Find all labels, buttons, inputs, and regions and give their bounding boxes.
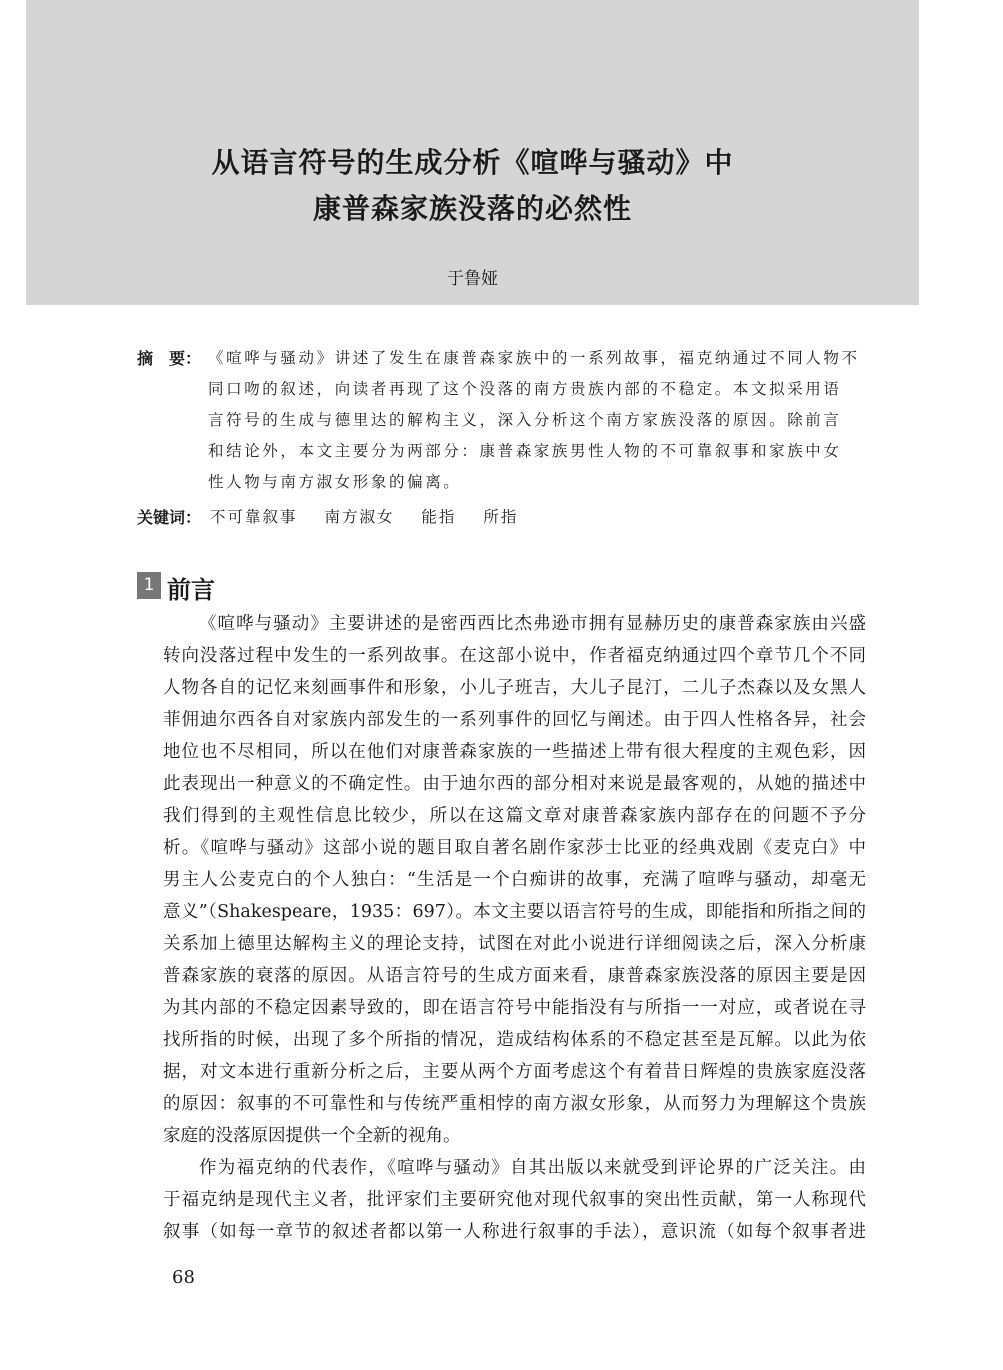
abstract-label: 摘 要：	[137, 349, 202, 368]
keywords-label: 关键词：	[137, 508, 202, 527]
keyword: 能指	[421, 508, 457, 526]
body-line: 于福克纳是现代主义者，批评家们主要研究他对现代叙事的突出性贡献，第一人称现代	[163, 1190, 866, 1210]
body-line: 找所指的时候，出现了多个所指的情况，造成结构体系的不稳定甚至是瓦解。以此为依	[163, 1030, 866, 1050]
body-line: 作为福克纳的代表作，《喧哗与骚动》自其出版以来就受到评论界的广泛关注。由	[199, 1158, 866, 1178]
abstract-line: 和结论外，本文主要分为两部分：康普森家族男性人物的不可靠叙事和家族中女	[208, 442, 842, 460]
body-line: 菲佣迪尔西各自对家族内部发生的一系列事件的回忆与阐述。由于四人性格各异，社会	[163, 710, 866, 730]
body-line: 我们得到的主观性信息比较少，所以在这篇文章对康普森家族内部存在的问题不予分	[163, 806, 866, 826]
body-line: 男主人公麦克白的个人独白：“生活是一个白痴讲的故事，充满了喧哗与骚动，却毫无	[163, 870, 866, 890]
body-line: 人物各自的记忆来刻画事件和形象，小儿子班吉，大儿子昆汀，二儿子杰森以及女黑人	[163, 678, 866, 698]
author-name: 于鲁娅	[447, 269, 498, 289]
abstract-line: 性人物与南方淑女形象的偏离。	[208, 473, 462, 491]
abstract-line: 《喧哗与骚动》讲述了发生在康普森家族中的一系列故事，福克纳通过不同人物不	[208, 349, 860, 367]
title-banner	[26, 0, 919, 305]
body-line: 家庭的没落原因提供一个全新的视角。	[163, 1126, 461, 1146]
keyword: 所指	[483, 508, 519, 526]
keyword: 南方淑女	[324, 508, 395, 526]
body-line: 关系加上德里达解构主义的理论支持，试图在对此小说进行详细阅读之后，深入分析康	[163, 934, 866, 954]
article-title-line2: 康普森家族没落的必然性	[312, 192, 632, 225]
body-line: 转向没落过程中发生的一系列故事。在这部小说中，作者福克纳通过四个章节几个不同	[163, 646, 866, 666]
body-line: 据，对文本进行重新分析之后，主要从两个方面考虑这个有着昔日辉煌的贵族家庭没落	[163, 1062, 866, 1082]
body-line: 的原因：叙事的不可靠性和与传统严重相悖的南方淑女形象，从而努力为理解这个贵族	[163, 1094, 866, 1114]
section-number-badge: 1	[137, 572, 161, 599]
body-line: 意义”（Shakespeare，1935：697）。本文主要以语言符号的生成，即能指和所指之间的	[163, 902, 866, 922]
section-heading: 前言	[167, 576, 215, 604]
body-line: 析。《喧哗与骚动》这部小说的题目取自著名剧作家莎士比亚的经典戏剧《麦克白》中	[163, 838, 866, 858]
keyword: 不可靠叙事	[210, 508, 298, 526]
keywords-list	[210, 505, 538, 527]
body-line: 叙事（如每一章节的叙述者都以第一人称进行叙事的手法），意识流（如每个叙事者进	[163, 1222, 866, 1242]
body-line: 地位也不尽相同，所以在他们对康普森家族的一些描述上带有很大程度的主观色彩，因	[163, 742, 866, 762]
abstract-line: 同口吻的叙述，向读者再现了这个没落的南方贵族内部的不稳定。本文拟采用语	[208, 380, 842, 398]
abstract-line: 言符号的生成与德里达的解构主义，深入分析这个南方家族没落的原因。除前言	[208, 411, 842, 429]
body-line: 《喧哗与骚动》主要讲述的是密西西比杰弗逊市拥有显赫历史的康普森家族由兴盛	[199, 614, 866, 634]
body-line: 此表现出一种意义的不确定性。由于迪尔西的部分相对来说是最客观的，从她的描述中	[163, 774, 866, 794]
page-number: 68	[172, 1267, 195, 1288]
article-title-line1: 从语言符号的生成分析《喧哗与骚动》中	[211, 146, 734, 179]
body-line: 为其内部的不稳定因素导致的，即在语言符号中能指没有与所指一一对应，或者说在寻	[163, 998, 866, 1018]
body-line: 普森家族的衰落的原因。从语言符号的生成方面来看，康普森家族没落的原因主要是因	[163, 966, 866, 986]
